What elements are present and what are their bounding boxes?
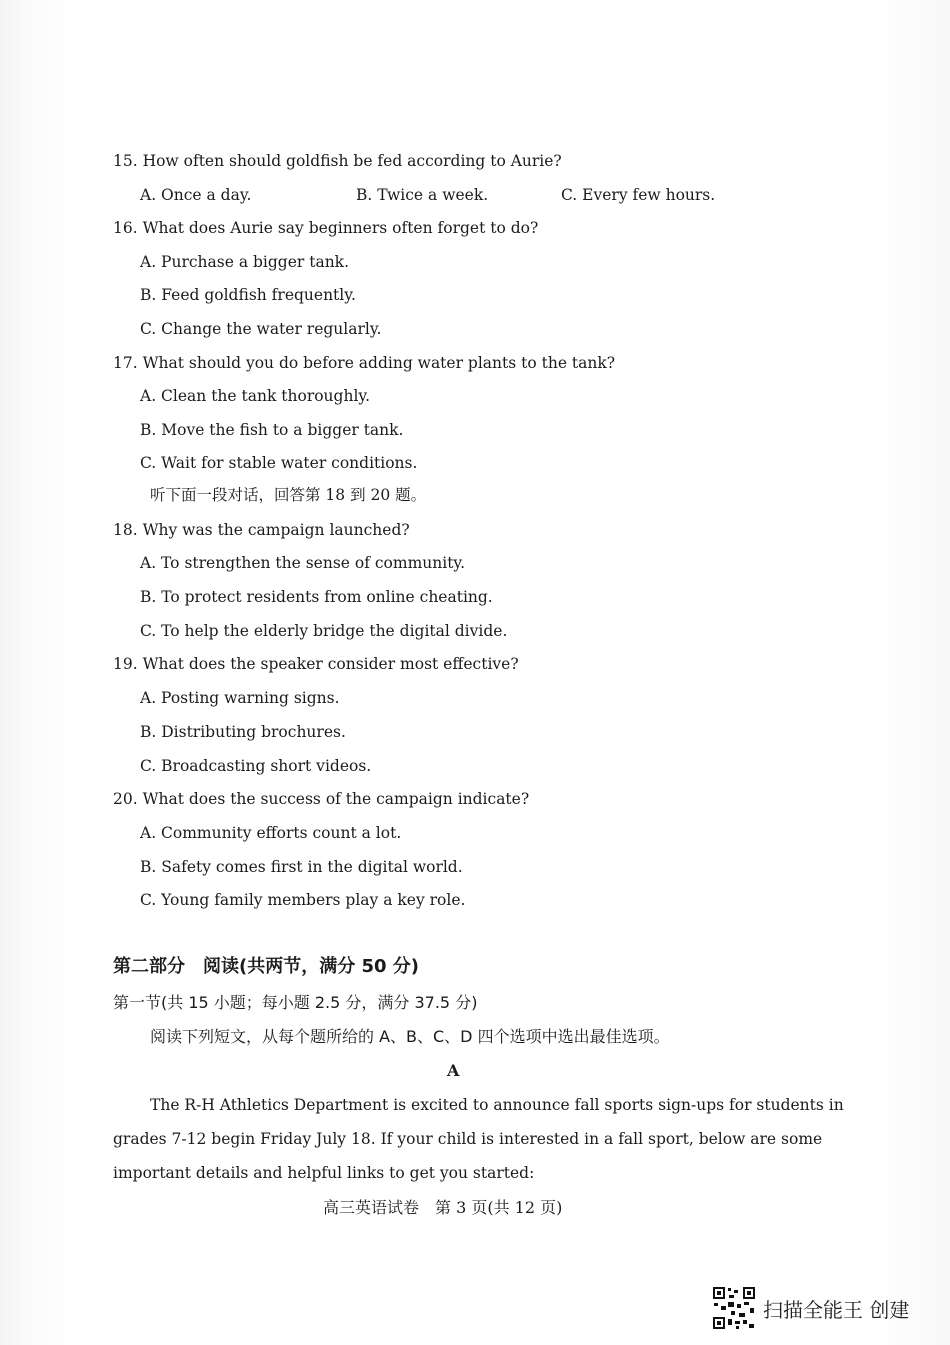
q18-option-c: C. To help the elderly bridge the digital divide. [140,622,508,640]
passage-label: A [447,1061,460,1080]
q20-option-c: C. Young family members play a key role. [140,891,466,909]
question-19: 19. What does the speaker consider most effective? [113,655,519,673]
question-18: 18. Why was the campaign launched? [113,521,410,539]
q16-option-b: B. Feed goldfish frequently. [140,286,356,304]
question-20: 20. What does the success of the campaign indicate? [113,790,530,808]
question-17: 17. What should you do before adding water plants to the tank? [113,354,616,372]
q18-option-b: B. To protect residents from online cheating. [140,588,493,606]
section-one-title: 第一节(共 15 小题；每小题 2.5 分，满分 37.5 分) [113,993,478,1012]
question-15: 15. How often should goldfish be fed according to Aurie? [113,152,562,170]
passage-line-2: grades 7-12 begin Friday July 18. If your child is interested in a fall sport, below are some [113,1130,823,1148]
q16-option-a: A. Purchase a bigger tank. [140,253,350,271]
reading-instruction: 阅读下列短文，从每个题所给的 A、B、C、D 四个选项中选出最佳选项。 [150,1027,670,1046]
q17-option-a: A. Clean the tank thoroughly. [140,387,371,405]
dialogue-instruction: 听下面一段对话，回答第 18 到 20 题。 [150,486,427,504]
q15-option-a: A. Once a day. [140,186,252,204]
q20-option-b: B. Safety comes first in the digital world. [140,858,463,876]
q20-option-a: A. Community efforts count a lot. [140,824,402,842]
q19-option-c: C. Broadcasting short videos. [140,757,372,775]
part-two-title: 第二部分 阅读(共两节，满分 50 分) [113,956,420,977]
q16-option-c: C. Change the water regularly. [140,320,382,338]
passage-line-1: The R-H Athletics Department is excited to announce fall sports sign-ups for students in [150,1096,844,1114]
q18-option-a: A. To strengthen the sense of community. [140,554,466,572]
q19-option-b: B. Distributing brochures. [140,723,346,741]
q15-option-c: C. Every few hours. [561,186,716,204]
page-footer: 高三英语试卷 第 3 页(共 12 页) [323,1198,563,1217]
passage-line-3: important details and helpful links to get you started: [113,1164,535,1182]
q15-option-b: B. Twice a week. [356,186,489,204]
q17-option-b: B. Move the fish to a bigger tank. [140,421,404,439]
q19-option-a: A. Posting warning signs. [140,689,340,707]
qr-code-icon [712,1286,756,1330]
watermark-text: 扫描全能王 创建 [763,1298,910,1322]
q17-option-c: C. Wait for stable water conditions. [140,454,418,472]
question-16: 16. What does Aurie say beginners often forget to do? [113,219,539,237]
